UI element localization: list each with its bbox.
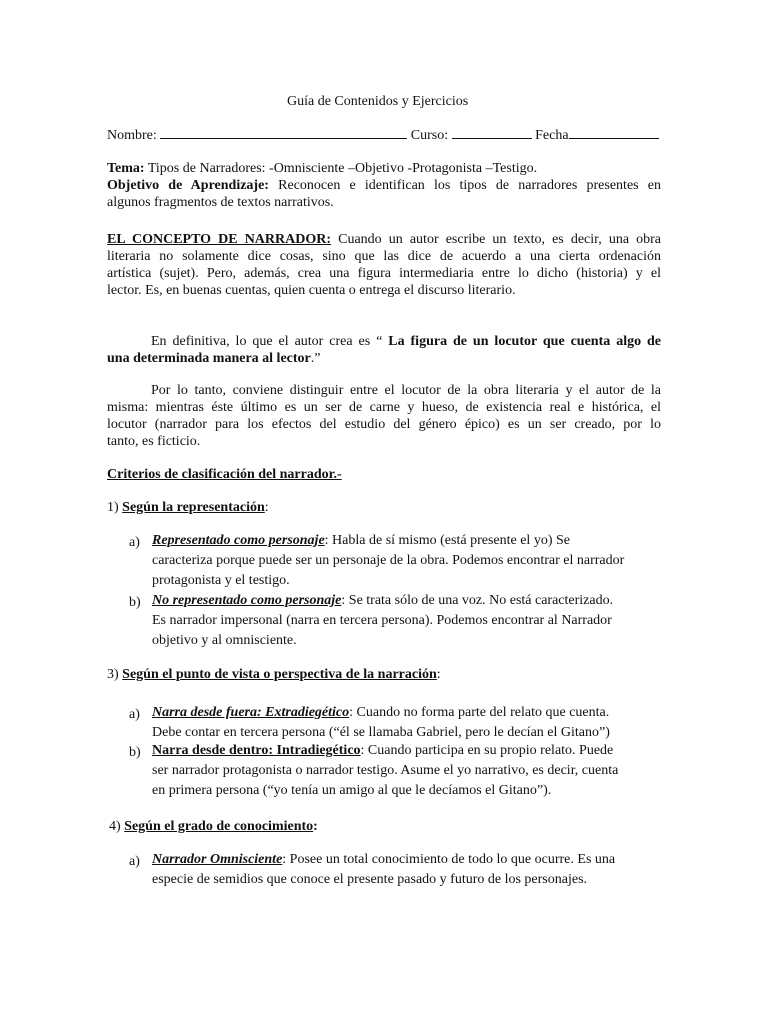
list-marker-a: a) [129, 535, 140, 550]
list-item: Narrador Omnisciente: Posee un total conocimiento de todo lo que ocurre. Es una especie de semidios que conoce el presente pasado y futuro de los personajes. [152, 852, 616, 887]
nombre-blank [160, 126, 407, 139]
document-title: Guía de Contenidos y Ejercicios [287, 94, 469, 109]
fecha-label: Fecha [535, 128, 569, 143]
objetivo-label: Objetivo de Aprendizaje: [107, 178, 269, 193]
objetivo-paragraph: Objetivo de Aprendizaje: Reconocen e identifican los tipos de narradores presentes en algunos fragmentos de textos narrativos. [107, 178, 661, 210]
tema-line [107, 160, 537, 177]
curso-blank [452, 126, 532, 139]
criterios-heading: Criterios de clasificación del narrador.- [107, 467, 342, 482]
list-marker-b: b) [129, 595, 141, 610]
list-item: No representado como personaje: Se trata sólo de una voz. No está caracterizado. Es narrador impersonal (narra en tercera persona). Podemos encontrar al Narrador objetivo y al omnisciente. [152, 593, 614, 648]
definitiva-paragraph: En definitiva, lo que el autor crea es “ La figura de un locutor que cuenta algo de una determinada manera al lector.” [107, 334, 662, 366]
section-3-heading: 3) Según el punto de vista o perspectiva de la narración: [107, 667, 441, 682]
distinguir-paragraph: Por lo tanto, conviene distinguir entre el locutor de la obra literaria y el autor de la misma: mientras éste último es un ser de carne y hueso, de existencia real e histórica, el locutor (narrador para los efectos del estudio del género épico) es un ser creado, por lo tanto, es ficticio. [107, 383, 661, 449]
list-marker-b: b) [129, 745, 141, 760]
tema-label: Tema: [107, 161, 145, 176]
list-marker-a: a) [129, 854, 140, 869]
concepto-paragraph: EL CONCEPTO DE NARRADOR: Cuando un autor escribe un texto, es decir, una obra literaria no solamente dice cosas, sino que las dice de acuerdo a una cierta ordenación artística (sujet). Pero, además, crea una figura intermediaria entre lo dicho (historia) y el lector. Es, en buenas cuentas, quien cuenta o entrega el discurso literario. [107, 232, 662, 298]
section-1-heading: 1) Según la representación: [107, 500, 269, 515]
concepto-heading: EL CONCEPTO DE NARRADOR: [107, 232, 332, 247]
nombre-label: Nombre: [107, 128, 157, 143]
section-4-heading: 4) Según el grado de conocimiento: [109, 819, 318, 834]
header-fields [107, 126, 659, 144]
list-item: Narra desde fuera: Extradiegético: Cuando no forma parte del relato que cuenta. Debe contar en tercera persona (“él se llamaba Gabriel, pero le decían el Gitano”) [152, 705, 610, 740]
tema-text: Tipos de Narradores: -Omnisciente –Objetivo -Protagonista –Testigo. [147, 161, 538, 176]
curso-label: Curso: [410, 128, 449, 143]
fecha-blank [569, 126, 659, 139]
list-item: Narra desde dentro: Intradiegético: Cuando participa en su propio relato. Puede ser narrador protagonista o narrador testigo. Asume el yo narrativo, es decir, cuenta en primera persona (“yo tenía un amigo al que le decíamos el Gitano”). [152, 743, 619, 798]
list-item: Representado como personaje: Habla de sí mismo (está presente el yo) Se caracteriza porque puede ser un personaje de la obra. Podemos encontrar el narrador protagonista y el testigo. [152, 533, 625, 588]
list-marker-a: a) [129, 707, 140, 722]
